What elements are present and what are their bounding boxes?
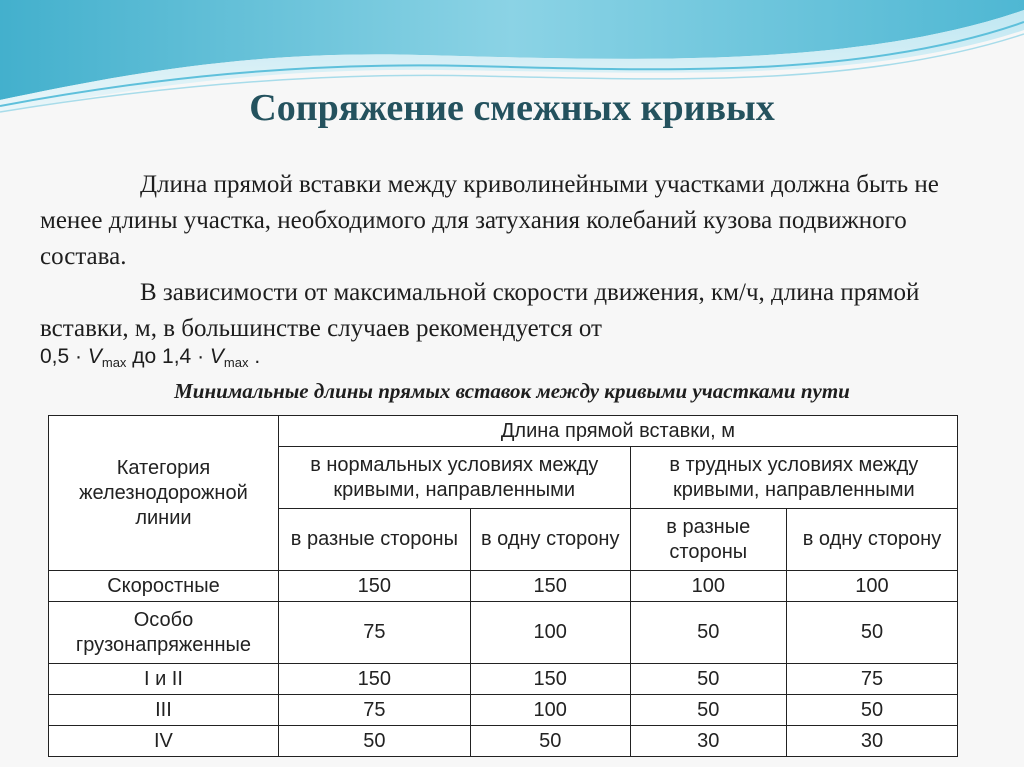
header-sub-difficult-same: в одну сторону — [786, 509, 957, 571]
table-cell: 75 — [278, 695, 470, 726]
table-row — [49, 571, 958, 602]
row-category: Особо грузонапряженные — [49, 602, 279, 664]
table-cell: 50 — [786, 602, 957, 664]
formula-part-1: 0,5 · — [40, 345, 88, 368]
table-cell: 30 — [786, 726, 957, 757]
table-caption: Минимальные длины прямых вставок между кривыми участками пути — [174, 379, 850, 403]
table-cell: 150 — [278, 571, 470, 602]
header-sub-normal-different: в разные стороны — [278, 509, 470, 571]
table-cell: 150 — [278, 664, 470, 695]
table-cell: 50 — [630, 695, 786, 726]
table-cell: 100 — [470, 695, 630, 726]
slide-body-text — [40, 167, 970, 347]
formula-v-1: V — [87, 345, 102, 368]
length-formula — [40, 345, 260, 370]
header-difficult-conditions: в трудных условиях между кривыми, направленными — [630, 447, 957, 509]
header-length: Длина прямой вставки, м — [278, 416, 957, 447]
table-cell: 75 — [786, 664, 957, 695]
table-cell: 100 — [786, 571, 957, 602]
row-category: IV — [49, 726, 279, 757]
table-row — [49, 695, 958, 726]
formula-sub-1: max — [101, 355, 127, 370]
paragraph-straight-insert-length: Длина прямой вставки между криволинейными участками должна быть не менее длины участка, необходимого для затухания колебаний кузова подвижного состава. — [40, 171, 939, 270]
table-cell: 150 — [470, 664, 630, 695]
header-category: Категория железнодорожной линии — [49, 416, 279, 571]
table-row — [49, 664, 958, 695]
row-category: I и II — [49, 664, 279, 695]
formula-part-3: . — [248, 345, 261, 368]
header-sub-normal-same: в одну сторону — [470, 509, 630, 571]
row-category: III — [49, 695, 279, 726]
header-row-1 — [49, 416, 958, 447]
table-row — [49, 726, 958, 757]
header-normal-conditions: в нормальных условиях между кривыми, направленными — [278, 447, 630, 509]
table-cell: 50 — [786, 695, 957, 726]
table-cell: 100 — [470, 602, 630, 664]
table-cell: 100 — [630, 571, 786, 602]
table-cell: 50 — [630, 602, 786, 664]
table-row — [49, 602, 958, 664]
table-cell: 150 — [470, 571, 630, 602]
table-cell: 50 — [630, 664, 786, 695]
header-sub-difficult-different: в разные стороны — [630, 509, 786, 571]
formula-sub-2: max — [223, 355, 249, 370]
paragraph-speed-dependency: В зависимости от максимальной скорости движения, км/ч, длина прямой вставки, м, в большинстве случаев рекомендуется от — [40, 279, 920, 342]
table-cell: 75 — [278, 602, 470, 664]
formula-part-2: до 1,4 · — [126, 345, 210, 368]
table-cell: 30 — [630, 726, 786, 757]
slide-title: Сопряжение смежных кривых — [249, 87, 775, 129]
straight-insert-table — [48, 415, 958, 757]
table-cell: 50 — [278, 726, 470, 757]
table-cell: 50 — [470, 726, 630, 757]
row-category: Скоростные — [49, 571, 279, 602]
formula-v-2: V — [209, 345, 224, 368]
